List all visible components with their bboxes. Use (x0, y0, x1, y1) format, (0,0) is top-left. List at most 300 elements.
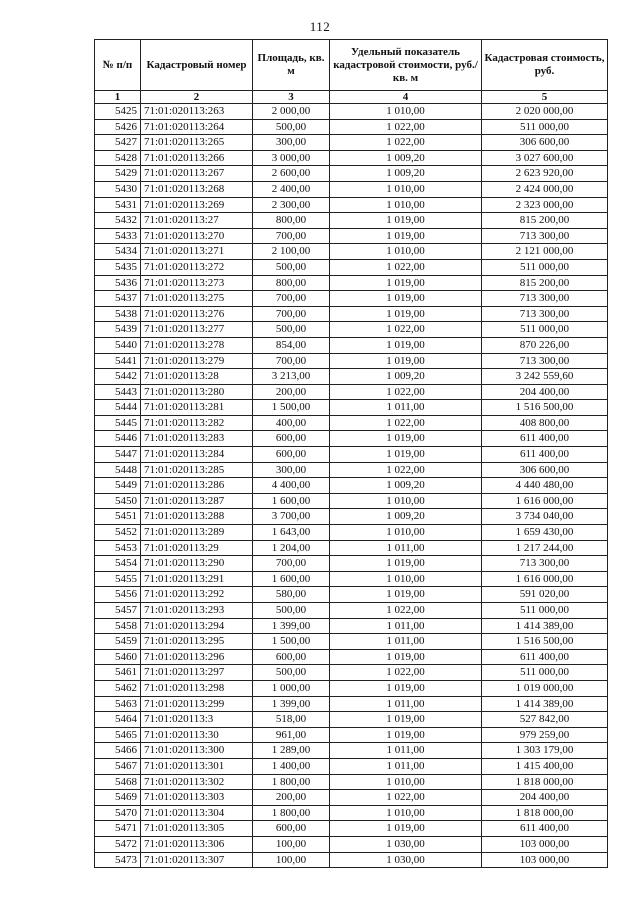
table-row (95, 712, 608, 728)
area-cell: 300,00 (253, 462, 330, 478)
row-number-cell: 5442 (95, 369, 141, 385)
cadastral-number-cell: 71:01:020113:278 (141, 337, 253, 353)
table-row (95, 571, 608, 587)
column-number: 4 (330, 91, 482, 104)
area-cell: 1 500,00 (253, 634, 330, 650)
cadastral-number-cell: 71:01:020113:296 (141, 649, 253, 665)
cadastral-number-cell: 71:01:020113:286 (141, 478, 253, 494)
table-row (95, 852, 608, 868)
table-row (95, 758, 608, 774)
cadastral-value-cell: 713 300,00 (482, 556, 608, 572)
cadastral-number-cell: 71:01:020113:265 (141, 135, 253, 151)
unit-value-cell: 1 019,00 (330, 712, 482, 728)
area-cell: 600,00 (253, 431, 330, 447)
table-row (95, 384, 608, 400)
page-number: 112 (309, 19, 331, 34)
unit-value-cell: 1 019,00 (330, 649, 482, 665)
unit-value-cell: 1 010,00 (330, 197, 482, 213)
table-row (95, 166, 608, 182)
unit-value-cell: 1 019,00 (330, 353, 482, 369)
area-cell: 518,00 (253, 712, 330, 728)
table-row (95, 291, 608, 307)
cadastral-value-cell: 611 400,00 (482, 431, 608, 447)
row-number-cell: 5453 (95, 540, 141, 556)
unit-value-cell: 1 009,20 (330, 150, 482, 166)
unit-value-cell: 1 022,00 (330, 665, 482, 681)
cadastral-number-cell: 71:01:020113:287 (141, 493, 253, 509)
unit-value-cell: 1 019,00 (330, 431, 482, 447)
unit-value-cell: 1 019,00 (330, 275, 482, 291)
unit-value-cell: 1 022,00 (330, 119, 482, 135)
unit-value-cell: 1 019,00 (330, 337, 482, 353)
unit-value-cell: 1 010,00 (330, 104, 482, 120)
unit-value-cell: 1 030,00 (330, 836, 482, 852)
cadastral-value-cell: 713 300,00 (482, 353, 608, 369)
cadastral-value-cell: 527 842,00 (482, 712, 608, 728)
table-row (95, 743, 608, 759)
cadastral-value-cell: 713 300,00 (482, 228, 608, 244)
area-cell: 500,00 (253, 259, 330, 275)
header-row (95, 40, 608, 91)
table-row (95, 306, 608, 322)
unit-value-cell: 1 019,00 (330, 213, 482, 229)
area-cell: 500,00 (253, 665, 330, 681)
table-row (95, 634, 608, 650)
unit-value-cell: 1 009,20 (330, 369, 482, 385)
area-cell: 2 600,00 (253, 166, 330, 182)
column-number: 3 (253, 91, 330, 104)
row-number-cell: 5441 (95, 353, 141, 369)
area-cell: 600,00 (253, 649, 330, 665)
cadastral-value-cell: 306 600,00 (482, 135, 608, 151)
unit-value-cell: 1 010,00 (330, 774, 482, 790)
area-cell: 200,00 (253, 384, 330, 400)
cadastral-value-cell: 2 323 000,00 (482, 197, 608, 213)
unit-value-cell: 1 019,00 (330, 727, 482, 743)
cadastral-value-cell: 511 000,00 (482, 259, 608, 275)
column-number: 1 (95, 91, 141, 104)
cadastral-number-cell: 71:01:020113:297 (141, 665, 253, 681)
cadastral-value-cell: 4 440 480,00 (482, 478, 608, 494)
cadastral-value-cell: 2 623 920,00 (482, 166, 608, 182)
cadastral-number-cell: 71:01:020113:266 (141, 150, 253, 166)
row-number-cell: 5463 (95, 696, 141, 712)
table-row (95, 431, 608, 447)
area-cell: 400,00 (253, 415, 330, 431)
cadastral-number-cell: 71:01:020113:300 (141, 743, 253, 759)
area-cell: 1 000,00 (253, 680, 330, 696)
area-cell: 1 643,00 (253, 525, 330, 541)
area-cell: 3 213,00 (253, 369, 330, 385)
cadastral-number-cell: 71:01:020113:292 (141, 587, 253, 603)
row-number-cell: 5443 (95, 384, 141, 400)
table-row (95, 369, 608, 385)
area-cell: 4 400,00 (253, 478, 330, 494)
table-row (95, 649, 608, 665)
row-number-cell: 5472 (95, 836, 141, 852)
cadastral-value-cell: 511 000,00 (482, 603, 608, 619)
row-number-cell: 5425 (95, 104, 141, 120)
row-number-cell: 5434 (95, 244, 141, 260)
table-row (95, 603, 608, 619)
cadastral-number-cell: 71:01:020113:263 (141, 104, 253, 120)
unit-value-cell: 1 019,00 (330, 556, 482, 572)
cadastral-number-cell: 71:01:020113:280 (141, 384, 253, 400)
unit-value-cell: 1 022,00 (330, 603, 482, 619)
area-cell: 600,00 (253, 821, 330, 837)
cadastral-number-cell: 71:01:020113:268 (141, 181, 253, 197)
area-cell: 1 800,00 (253, 774, 330, 790)
row-number-cell: 5426 (95, 119, 141, 135)
cadastral-number-cell: 71:01:020113:289 (141, 525, 253, 541)
column-number: 2 (141, 91, 253, 104)
cadastral-value-cell: 1 415 400,00 (482, 758, 608, 774)
cadastral-value-cell: 511 000,00 (482, 322, 608, 338)
table-row (95, 805, 608, 821)
area-cell: 1 500,00 (253, 400, 330, 416)
row-number-cell: 5429 (95, 166, 141, 182)
area-cell: 100,00 (253, 852, 330, 868)
unit-value-cell: 1 010,00 (330, 571, 482, 587)
table-row (95, 104, 608, 120)
unit-value-cell: 1 022,00 (330, 415, 482, 431)
row-number-cell: 5446 (95, 431, 141, 447)
cadastral-number-cell: 71:01:020113:30 (141, 727, 253, 743)
cadastral-number-cell: 71:01:020113:3 (141, 712, 253, 728)
table-row (95, 259, 608, 275)
unit-value-cell: 1 010,00 (330, 493, 482, 509)
cadastral-number-cell: 71:01:020113:295 (141, 634, 253, 650)
table-row (95, 774, 608, 790)
unit-value-cell: 1 030,00 (330, 852, 482, 868)
cadastral-value-cell: 1 818 000,00 (482, 774, 608, 790)
area-cell: 1 289,00 (253, 743, 330, 759)
row-number-cell: 5448 (95, 462, 141, 478)
cadastral-value-cell: 1 516 500,00 (482, 400, 608, 416)
table-row (95, 821, 608, 837)
row-number-cell: 5468 (95, 774, 141, 790)
cadastral-value-cell: 408 800,00 (482, 415, 608, 431)
area-cell: 2 400,00 (253, 181, 330, 197)
cadastral-number-cell: 71:01:020113:305 (141, 821, 253, 837)
cadastral-number-cell: 71:01:020113:303 (141, 790, 253, 806)
area-cell: 1 399,00 (253, 696, 330, 712)
cadastral-number-cell: 71:01:020113:282 (141, 415, 253, 431)
cadastral-number-cell: 71:01:020113:291 (141, 571, 253, 587)
unit-value-cell: 1 011,00 (330, 540, 482, 556)
table-row (95, 493, 608, 509)
header-area: Площадь, кв. м (253, 40, 330, 91)
cadastral-value-cell: 204 400,00 (482, 384, 608, 400)
row-number-cell: 5471 (95, 821, 141, 837)
row-number-cell: 5457 (95, 603, 141, 619)
table-row (95, 478, 608, 494)
cadastral-value-cell: 1 414 389,00 (482, 696, 608, 712)
header-unit-value: Удельный показатель кадастровой стоимости, руб./кв. м (330, 40, 482, 91)
unit-value-cell: 1 022,00 (330, 462, 482, 478)
unit-value-cell: 1 011,00 (330, 634, 482, 650)
cadastral-value-cell: 103 000,00 (482, 836, 608, 852)
area-cell: 580,00 (253, 587, 330, 603)
cadastral-value-cell: 1 818 000,00 (482, 805, 608, 821)
area-cell: 700,00 (253, 291, 330, 307)
table-row (95, 462, 608, 478)
cadastral-value-cell: 1 019 000,00 (482, 680, 608, 696)
table-row (95, 197, 608, 213)
table-row (95, 556, 608, 572)
cadastral-number-cell: 71:01:020113:307 (141, 852, 253, 868)
row-number-cell: 5456 (95, 587, 141, 603)
area-cell: 700,00 (253, 228, 330, 244)
table-row (95, 275, 608, 291)
column-number-row (95, 91, 608, 104)
unit-value-cell: 1 022,00 (330, 135, 482, 151)
area-cell: 800,00 (253, 213, 330, 229)
unit-value-cell: 1 010,00 (330, 181, 482, 197)
table-row (95, 790, 608, 806)
cadastral-number-cell: 71:01:020113:284 (141, 447, 253, 463)
unit-value-cell: 1 009,20 (330, 509, 482, 525)
cadastral-number-cell: 71:01:020113:27 (141, 213, 253, 229)
cadastral-value-cell: 2 424 000,00 (482, 181, 608, 197)
area-cell: 2 100,00 (253, 244, 330, 260)
row-number-cell: 5447 (95, 447, 141, 463)
unit-value-cell: 1 011,00 (330, 618, 482, 634)
row-number-cell: 5432 (95, 213, 141, 229)
row-number-cell: 5460 (95, 649, 141, 665)
cadastral-number-cell: 71:01:020113:279 (141, 353, 253, 369)
row-number-cell: 5444 (95, 400, 141, 416)
unit-value-cell: 1 019,00 (330, 447, 482, 463)
row-number-cell: 5459 (95, 634, 141, 650)
table-row (95, 447, 608, 463)
table-body (95, 104, 608, 868)
cadastral-value-cell: 1 516 500,00 (482, 634, 608, 650)
unit-value-cell: 1 019,00 (330, 587, 482, 603)
cadastral-value-cell: 815 200,00 (482, 213, 608, 229)
table-row (95, 415, 608, 431)
cadastral-number-cell: 71:01:020113:304 (141, 805, 253, 821)
row-number-cell: 5470 (95, 805, 141, 821)
header-cadastral-value: Кадастровая стоимость, руб. (482, 40, 608, 91)
cadastral-number-cell: 71:01:020113:272 (141, 259, 253, 275)
unit-value-cell: 1 022,00 (330, 259, 482, 275)
unit-value-cell: 1 011,00 (330, 743, 482, 759)
area-cell: 1 600,00 (253, 571, 330, 587)
cadastral-value-cell: 979 259,00 (482, 727, 608, 743)
unit-value-cell: 1 011,00 (330, 696, 482, 712)
header-cadastral-number: Кадастровый номер (141, 40, 253, 91)
row-number-cell: 5450 (95, 493, 141, 509)
unit-value-cell: 1 022,00 (330, 384, 482, 400)
row-number-cell: 5458 (95, 618, 141, 634)
unit-value-cell: 1 009,20 (330, 166, 482, 182)
cadastral-value-cell: 1 217 244,00 (482, 540, 608, 556)
row-number-cell: 5462 (95, 680, 141, 696)
unit-value-cell: 1 019,00 (330, 821, 482, 837)
row-number-cell: 5467 (95, 758, 141, 774)
row-number-cell: 5437 (95, 291, 141, 307)
unit-value-cell: 1 019,00 (330, 306, 482, 322)
area-cell: 300,00 (253, 135, 330, 151)
cadastral-number-cell: 71:01:020113:294 (141, 618, 253, 634)
unit-value-cell: 1 010,00 (330, 244, 482, 260)
area-cell: 3 000,00 (253, 150, 330, 166)
unit-value-cell: 1 022,00 (330, 790, 482, 806)
area-cell: 1 800,00 (253, 805, 330, 821)
area-cell: 1 600,00 (253, 493, 330, 509)
row-number-cell: 5438 (95, 306, 141, 322)
area-cell: 700,00 (253, 556, 330, 572)
header-row-number: № п/п (95, 40, 141, 91)
table-row (95, 181, 608, 197)
cadastral-number-cell: 71:01:020113:273 (141, 275, 253, 291)
row-number-cell: 5464 (95, 712, 141, 728)
row-number-cell: 5427 (95, 135, 141, 151)
unit-value-cell: 1 011,00 (330, 400, 482, 416)
cadastral-value-cell: 3 242 559,60 (482, 369, 608, 385)
table-row (95, 509, 608, 525)
cadastral-number-cell: 71:01:020113:301 (141, 758, 253, 774)
cadastral-number-cell: 71:01:020113:283 (141, 431, 253, 447)
table-row (95, 618, 608, 634)
cadastral-number-cell: 71:01:020113:264 (141, 119, 253, 135)
area-cell: 200,00 (253, 790, 330, 806)
table-header (95, 40, 608, 104)
row-number-cell: 5433 (95, 228, 141, 244)
table-row (95, 150, 608, 166)
row-number-cell: 5469 (95, 790, 141, 806)
cadastral-value-cell: 611 400,00 (482, 821, 608, 837)
cadastral-number-cell: 71:01:020113:288 (141, 509, 253, 525)
row-number-cell: 5439 (95, 322, 141, 338)
cadastral-value-cell: 815 200,00 (482, 275, 608, 291)
cadastral-value-cell: 2 020 000,00 (482, 104, 608, 120)
table-row (95, 680, 608, 696)
cadastral-value-cell: 713 300,00 (482, 306, 608, 322)
row-number-cell: 5449 (95, 478, 141, 494)
cadastral-number-cell: 71:01:020113:267 (141, 166, 253, 182)
area-cell: 500,00 (253, 603, 330, 619)
row-number-cell: 5436 (95, 275, 141, 291)
unit-value-cell: 1 009,20 (330, 478, 482, 494)
row-number-cell: 5461 (95, 665, 141, 681)
row-number-cell: 5435 (95, 259, 141, 275)
cadastral-number-cell: 71:01:020113:306 (141, 836, 253, 852)
table-row (95, 213, 608, 229)
cadastral-value-table (94, 39, 608, 868)
table-row (95, 587, 608, 603)
cadastral-value-cell: 306 600,00 (482, 462, 608, 478)
cadastral-value-cell: 1 414 389,00 (482, 618, 608, 634)
row-number-cell: 5452 (95, 525, 141, 541)
cadastral-value-cell: 1 659 430,00 (482, 525, 608, 541)
area-cell: 700,00 (253, 353, 330, 369)
cadastral-value-cell: 204 400,00 (482, 790, 608, 806)
cadastral-number-cell: 71:01:020113:290 (141, 556, 253, 572)
row-number-cell: 5451 (95, 509, 141, 525)
cadastral-number-cell: 71:01:020113:270 (141, 228, 253, 244)
table-row (95, 540, 608, 556)
cadastral-number-cell: 71:01:020113:302 (141, 774, 253, 790)
cadastral-value-cell: 611 400,00 (482, 447, 608, 463)
cadastral-value-cell: 2 121 000,00 (482, 244, 608, 260)
unit-value-cell: 1 011,00 (330, 758, 482, 774)
cadastral-number-cell: 71:01:020113:298 (141, 680, 253, 696)
table-row (95, 727, 608, 743)
table-row (95, 696, 608, 712)
cadastral-value-cell: 3 734 040,00 (482, 509, 608, 525)
unit-value-cell: 1 010,00 (330, 805, 482, 821)
table-row (95, 119, 608, 135)
table-row (95, 836, 608, 852)
table-row (95, 322, 608, 338)
cadastral-value-cell: 870 226,00 (482, 337, 608, 353)
unit-value-cell: 1 019,00 (330, 228, 482, 244)
area-cell: 1 399,00 (253, 618, 330, 634)
area-cell: 700,00 (253, 306, 330, 322)
area-cell: 961,00 (253, 727, 330, 743)
cadastral-number-cell: 71:01:020113:276 (141, 306, 253, 322)
unit-value-cell: 1 022,00 (330, 322, 482, 338)
unit-value-cell: 1 010,00 (330, 525, 482, 541)
row-number-cell: 5473 (95, 852, 141, 868)
row-number-cell: 5428 (95, 150, 141, 166)
cadastral-number-cell: 71:01:020113:271 (141, 244, 253, 260)
cadastral-value-cell: 611 400,00 (482, 649, 608, 665)
area-cell: 1 400,00 (253, 758, 330, 774)
table-row (95, 228, 608, 244)
cadastral-number-cell: 71:01:020113:285 (141, 462, 253, 478)
table-row (95, 400, 608, 416)
cadastral-number-cell: 71:01:020113:29 (141, 540, 253, 556)
table-row (95, 353, 608, 369)
cadastral-value-cell: 103 000,00 (482, 852, 608, 868)
row-number-cell: 5430 (95, 181, 141, 197)
area-cell: 600,00 (253, 447, 330, 463)
area-cell: 2 000,00 (253, 104, 330, 120)
area-cell: 800,00 (253, 275, 330, 291)
table-row (95, 244, 608, 260)
unit-value-cell: 1 019,00 (330, 680, 482, 696)
unit-value-cell: 1 019,00 (330, 291, 482, 307)
row-number-cell: 5454 (95, 556, 141, 572)
column-number: 5 (482, 91, 608, 104)
table-row (95, 135, 608, 151)
area-cell: 500,00 (253, 322, 330, 338)
cadastral-number-cell: 71:01:020113:299 (141, 696, 253, 712)
area-cell: 854,00 (253, 337, 330, 353)
table-row (95, 525, 608, 541)
area-cell: 2 300,00 (253, 197, 330, 213)
cadastral-number-cell: 71:01:020113:275 (141, 291, 253, 307)
area-cell: 100,00 (253, 836, 330, 852)
area-cell: 3 700,00 (253, 509, 330, 525)
cadastral-number-cell: 71:01:020113:293 (141, 603, 253, 619)
row-number-cell: 5466 (95, 743, 141, 759)
cadastral-value-cell: 1 616 000,00 (482, 493, 608, 509)
cadastral-number-cell: 71:01:020113:269 (141, 197, 253, 213)
cadastral-value-cell: 591 020,00 (482, 587, 608, 603)
cadastral-value-cell: 1 616 000,00 (482, 571, 608, 587)
row-number-cell: 5440 (95, 337, 141, 353)
row-number-cell: 5445 (95, 415, 141, 431)
cadastral-value-cell: 713 300,00 (482, 291, 608, 307)
area-cell: 500,00 (253, 119, 330, 135)
area-cell: 1 204,00 (253, 540, 330, 556)
table-row (95, 337, 608, 353)
cadastral-number-cell: 71:01:020113:28 (141, 369, 253, 385)
